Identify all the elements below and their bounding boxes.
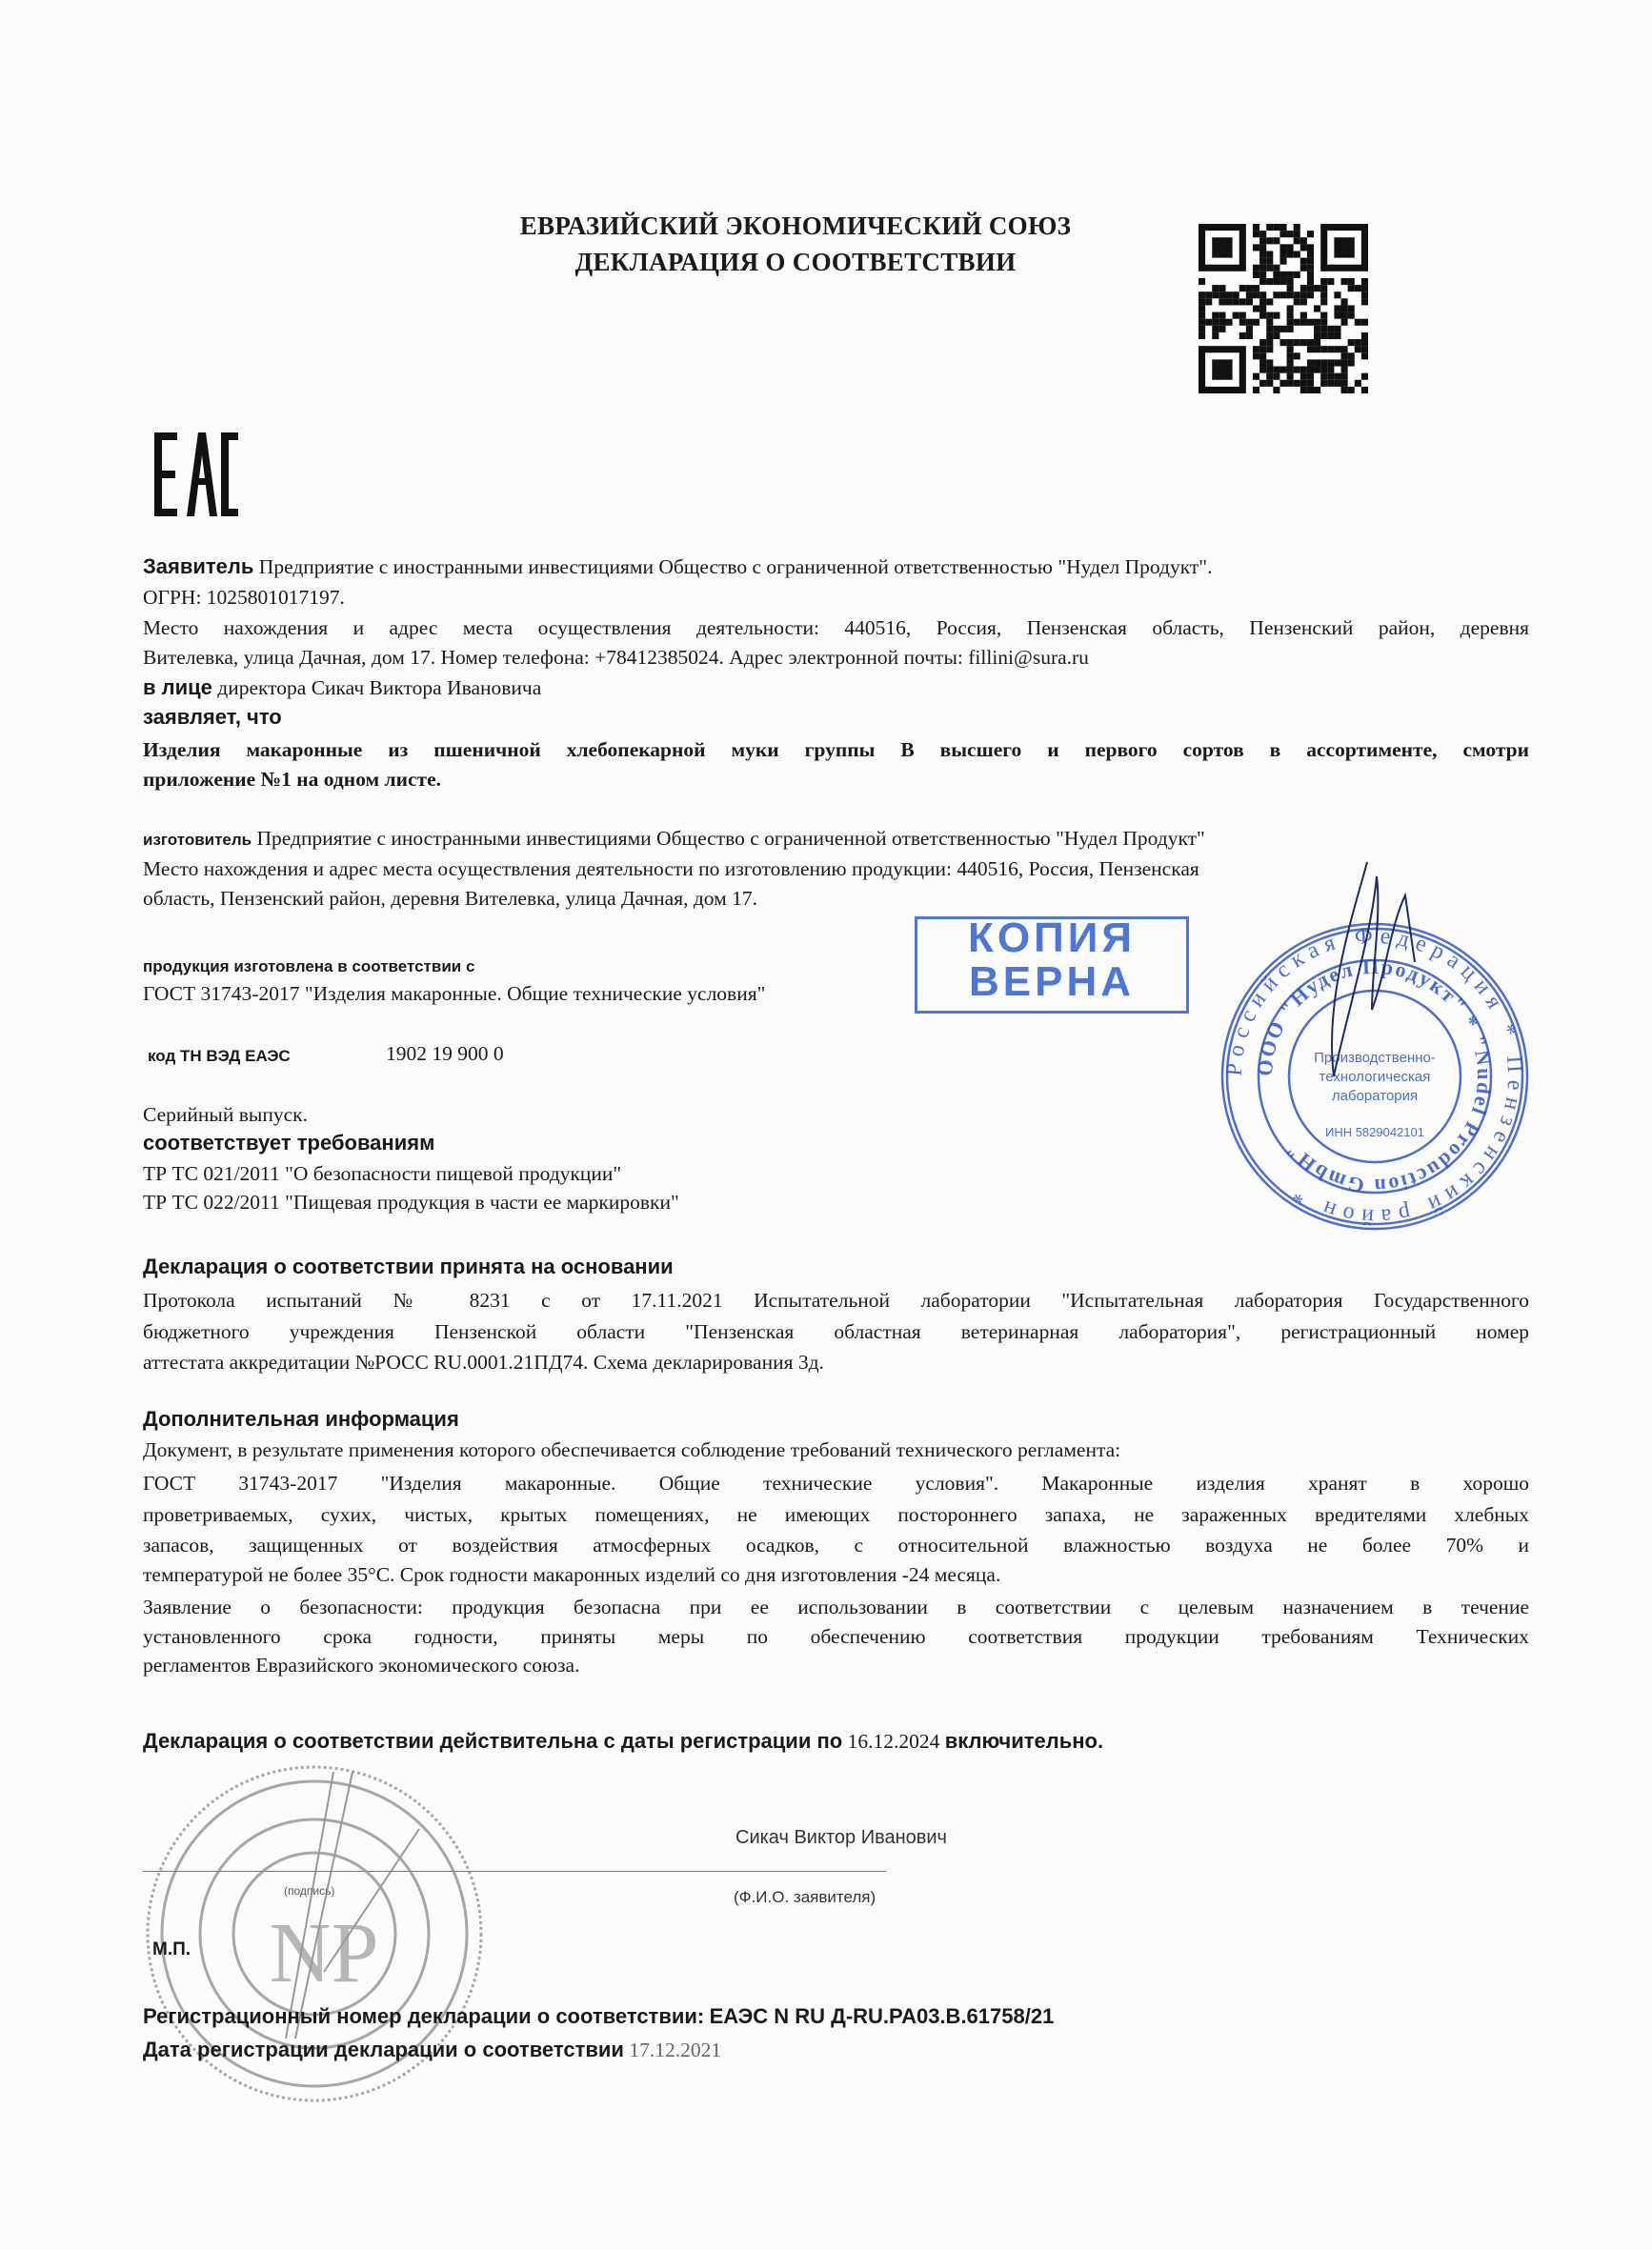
manufacturer-address-2: область, Пензенский район, деревня Вителевка, улица Дачная, дом 17. <box>143 887 757 910</box>
copy-certified-stamp <box>915 916 1189 1014</box>
eac-logo <box>152 431 240 518</box>
validity-suffix: включительно. <box>944 1729 1104 1753</box>
registration-date: 17.12.2021 <box>629 2039 722 2061</box>
copy-stamp-line1: КОПИЯ <box>968 914 1136 961</box>
applicant-address-1: Место нахождения и адрес места осуществления деятельности: 440516, Россия, Пензенская область, Пензенский район, деревня <box>143 616 1529 639</box>
stamp-inn: ИНН 5829042101 <box>1324 1125 1425 1139</box>
validity-date: 16.12.2024 <box>847 1730 940 1753</box>
applicant-address-2: Вителевка, улица Дачная, дом 17. Номер телефона: +78412385024. Адрес электронной почты: fillini@sura.ru <box>143 646 1089 669</box>
stamp-center-line: технологическая <box>1319 1069 1431 1085</box>
basis-label: Декларация о соответствии принята на основании <box>143 1255 674 1278</box>
signature-scribble <box>1315 857 1429 1105</box>
manufacturer-line <box>143 826 1529 853</box>
signature-caption: (подпись) <box>284 1884 335 1898</box>
serial-release: Серийный выпуск. <box>143 1103 308 1126</box>
applicant-line <box>143 554 1529 579</box>
manufacturer-label: изготовитель <box>143 831 252 849</box>
qr-code <box>1199 221 1368 396</box>
registration-number-label: Регистрационный номер декларации о соответствии: <box>143 2004 705 2028</box>
stamp-center-line: лаборатория <box>1331 1088 1419 1104</box>
registration-date-line <box>143 2038 1529 2062</box>
additional-line: температурой не более 35°С. Срок годности макаронных изделий со дня изготовления -24 месяца. <box>143 1563 1001 1586</box>
validity-prefix: Декларация о соответствии действительна с даты регистрации по <box>143 1729 843 1753</box>
additional-label: Дополнительная информация <box>143 1407 459 1431</box>
additional-line: Заявление о безопасности: продукция безопасна при ее использовании в соответствии с целевым назначением в течение <box>143 1596 1529 1618</box>
stamp-inner-text: ООО "Нудел Продукт" * "Nudel Production GmbH" <box>1252 954 1498 1199</box>
validity-line <box>143 1729 1529 1754</box>
applicant-name: Предприятие с иностранными инвестициями Общество с ограниченной ответственностью "Нудел Продукт". <box>258 555 1213 578</box>
product-description-1: Изделия макаронные из пшеничной хлебопекарной муки группы В высшего и первого сортов в ассортименте, смотри <box>143 738 1529 761</box>
additional-line: установленного срока годности, приняты меры по обеспечению соответствия продукции требованиям Технических <box>143 1625 1529 1648</box>
tnved-value: 1902 19 900 0 <box>386 1042 504 1065</box>
product-description-2: приложение №1 на одном листе. <box>143 768 442 791</box>
document-title: ДЕКЛАРАЦИЯ О СООТВЕТСТВИИ <box>574 248 1017 276</box>
basis-line: Протокола испытаний № 8231 с от 17.11.2021 Испытательной лаборатории "Испытательная лаборатория Государственного <box>143 1289 1529 1312</box>
signatory-name: Сикач Виктор Иванович <box>735 1827 947 1848</box>
seal-np-letters: NP <box>269 1906 379 2000</box>
additional-line: проветриваемых, сухих, чистых, крытых помещениях, не имеющих постороннего запаха, не зараженных вредителями хлебных <box>143 1503 1529 1526</box>
standard-label: продукция изготовлена в соответствии с <box>143 957 475 975</box>
additional-line: Документ, в результате применения которого обеспечивается соблюдение требований технического регламента: <box>143 1438 1121 1461</box>
applicant-person <box>143 675 1529 700</box>
stamp-center-line: Производственно- <box>1314 1050 1436 1066</box>
manufacturer-address-1: Место нахождения и адрес места осуществления деятельности по изготовлению продукции: 440516, Россия, Пензенская <box>143 857 1199 880</box>
additional-line: регламентов Евразийского экономического союза. <box>143 1654 580 1677</box>
copy-stamp-line2: ВЕРНА <box>968 958 1136 1005</box>
declares-label: заявляет, что <box>143 705 282 729</box>
requirement-item: ТР ТС 022/2011 "Пищевая продукция в части ее маркировки" <box>143 1191 679 1214</box>
requirements-label: соответствует требованиям <box>143 1131 435 1155</box>
additional-line: запасов, защищенных от воздействия атмосферных осадков, с относительной влажностью воздуха не более 70% и <box>143 1534 1529 1557</box>
basis-line: бюджетного учреждения Пензенской области "Пензенская областная ветеринарная лаборатория", регистрационный номер <box>143 1320 1529 1343</box>
person-label: в лице <box>143 675 212 699</box>
standard-value: ГОСТ 31743-2017 "Изделия макаронные. Общие технические условия" <box>143 982 766 1005</box>
registration-number: ЕАЭС N RU Д-RU.PA03.B.61758/21 <box>709 2004 1055 2028</box>
basis-line: аттестата аккредитации №РОСС RU.0001.21ПД74. Схема декларирования 3д. <box>143 1351 824 1374</box>
registration-number-line <box>143 2004 1529 2029</box>
applicant-label: Заявитель <box>143 554 254 578</box>
additional-line: ГОСТ 31743-2017 "Изделия макаронные. Общие технические условия". Макаронные изделия хранят в хорошо <box>143 1472 1529 1495</box>
manufacturer-name: Предприятие с иностранными инвестициями Общество с ограниченной ответственностью "Нудел Продукт" <box>256 827 1205 850</box>
seal-place-label: М.П. <box>152 1939 191 1959</box>
registration-date-label: Дата регистрации декларации о соответствии <box>143 2038 624 2061</box>
person-name: директора Сикач Виктора Ивановича <box>217 676 542 699</box>
tnved-label: код ТН ВЭД ЕАЭС <box>148 1047 291 1065</box>
stamp-outer-text: Российская Федерация * Пензенский район * <box>1221 923 1528 1230</box>
requirement-item: ТР ТС 021/2011 "О безопасности пищевой продукции" <box>143 1162 622 1185</box>
name-caption: (Ф.И.О. заявителя) <box>734 1888 876 1906</box>
document-header-union: ЕВРАЗИЙСКИЙ ЭКОНОМИЧЕСКИЙ СОЮЗ <box>519 211 1072 240</box>
applicant-ogrn: ОГРН: 1025801017197. <box>143 586 345 609</box>
